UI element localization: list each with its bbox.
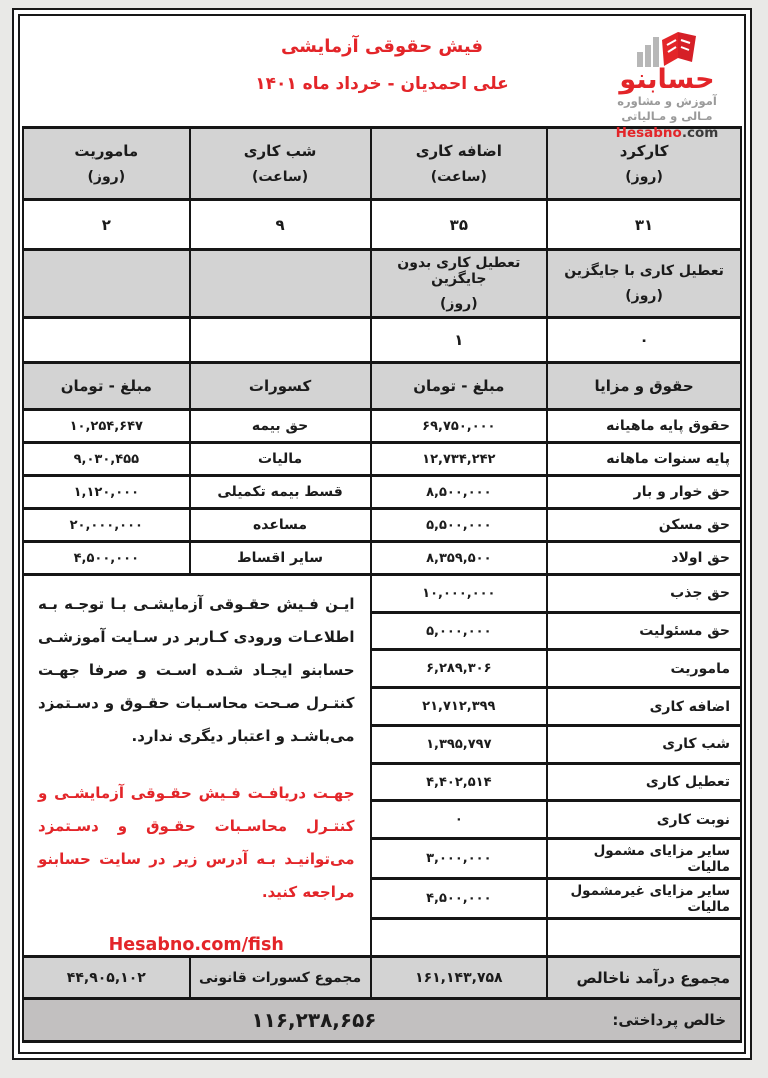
- logo-tagline-2: مـالی و مـالیاتی: [621, 108, 713, 123]
- header-cell-mission: [23, 128, 190, 200]
- benefit-amount: ۵,۰۰۰,۰۰۰: [371, 612, 548, 650]
- benefit-label: پایه سنوات ماهانه: [547, 443, 741, 476]
- holiday-header-row: [23, 250, 741, 318]
- benefit-label: ماموریت: [547, 650, 741, 688]
- benefit-amount: ۴,۴۰۲,۵۱۴: [371, 763, 548, 801]
- benefit-amount: [371, 919, 548, 957]
- benefit-label: سایر مزایای غیرمشمول مالیات: [547, 879, 741, 919]
- header-unit: (روز): [625, 288, 663, 304]
- net-pay-cell: [23, 999, 741, 1042]
- payslip-page: [12, 8, 752, 1060]
- benefit-amount: ۱۲,۷۳۴,۲۴۲: [371, 443, 548, 476]
- benefit-amount: ۸,۵۰۰,۰۰۰: [371, 476, 548, 509]
- hesabno-fish-link[interactable]: Hesabno.com/fish: [108, 935, 284, 955]
- benefit-label: حق خوار و بار: [547, 476, 741, 509]
- value-holiday-with-sub: ۰: [547, 318, 741, 363]
- header-unit: (ساعت): [251, 169, 309, 185]
- deduction-amount: ۱۰,۲۵۴,۶۴۷: [23, 410, 190, 443]
- header-unit: (روز): [440, 296, 478, 312]
- totals-row: [23, 957, 741, 999]
- benefit-label: [547, 919, 741, 957]
- notes-cell: [23, 575, 371, 957]
- benefit-amount: ۸,۳۵۹,۵۰۰: [371, 542, 548, 575]
- header-unit: (ساعت): [430, 169, 487, 185]
- deduction-label: حق بیمه: [190, 410, 371, 443]
- payslip-header: [20, 16, 744, 142]
- logo-tagline-1: آموزش و مشاوره: [617, 94, 717, 109]
- value-holiday-without-sub: ۱: [371, 318, 548, 363]
- page-title: فیش حقوقی آزمایشی: [280, 36, 484, 57]
- deduction-label: سایر اقساط: [190, 542, 371, 575]
- benefit-label: حق جذب: [547, 575, 741, 613]
- header-cell-holiday-with-sub: [547, 250, 741, 318]
- benefit-amount: ۳,۰۰۰,۰۰۰: [371, 839, 548, 879]
- benefit-amount: ۶,۲۸۹,۳۰۶: [371, 650, 548, 688]
- header-title: کارکرد: [619, 142, 669, 160]
- payslip-frame: [18, 14, 746, 1054]
- header-unit: (روز): [87, 169, 126, 185]
- benefit-amount: ۱,۳۹۵,۷۹۷: [371, 725, 548, 763]
- gross-income-label: مجموع درآمد ناخالص: [547, 957, 741, 999]
- header-title: اضافه کاری: [415, 142, 502, 160]
- benefit-label: اضافه کاری: [547, 688, 741, 726]
- header-cell-nightwork: [190, 128, 371, 200]
- hesabno-logo: [604, 24, 730, 142]
- header-deductions: کسورات: [190, 363, 371, 410]
- header-title: تعطیل کاری بدون جایگزین: [397, 255, 521, 287]
- header-cell-empty: [23, 250, 190, 318]
- benefit-amount: ۶۹,۷۵۰,۰۰۰: [371, 410, 548, 443]
- value-nightwork-hours: ۹: [190, 200, 371, 250]
- benefit-amount: ۰: [371, 801, 548, 839]
- table-row: [23, 410, 741, 443]
- header-title: تعطیل کاری با جایگزین: [564, 263, 724, 279]
- logo-site-tld: .com: [681, 125, 719, 142]
- benefit-amount: ۴,۵۰۰,۰۰۰: [371, 879, 548, 919]
- logo-website: [604, 125, 730, 142]
- salary-header-row: [23, 363, 741, 410]
- header-cell-holiday-without-sub: [371, 250, 548, 318]
- gross-income-value: ۱۶۱,۱۴۳,۷۵۸: [371, 957, 548, 999]
- deduction-label: مساعده: [190, 509, 371, 542]
- benefit-amount: ۲۱,۷۱۲,۳۹۹: [371, 688, 548, 726]
- deduction-label: مالیات: [190, 443, 371, 476]
- benefit-label: تعطیل کاری: [547, 763, 741, 801]
- benefit-label: حق مسئولیت: [547, 612, 741, 650]
- header-cell-empty: [190, 250, 371, 318]
- net-pay-row: [23, 999, 741, 1042]
- holiday-values-row: [23, 318, 741, 363]
- deduction-amount: ۱,۱۲۰,۰۰۰: [23, 476, 190, 509]
- payslip-table: [22, 126, 742, 1043]
- header-title: ماموریت: [74, 142, 139, 160]
- benefit-label: حق مسکن: [547, 509, 741, 542]
- header-title: شب کاری: [243, 142, 317, 160]
- legal-deductions-value: ۴۴,۹۰۵,۱۰۲: [23, 957, 190, 999]
- header-unit: (روز): [625, 169, 663, 185]
- deduction-amount: ۴,۵۰۰,۰۰۰: [23, 542, 190, 575]
- legal-deductions-label: مجموع کسورات قانونی: [190, 957, 371, 999]
- table-row: [23, 575, 741, 613]
- net-pay-content: [24, 1000, 740, 1040]
- cta-text: جهـت دریافـت فـیش حقـوقی آزمایشـی و کنتـرل محاسـبات حقـوق و دسـتمزد می‌توانیـد بـه آدرس زیر در سایت حسابنو مراجعه کنید.: [38, 784, 355, 901]
- value-overtime-hours: ۳۵: [371, 200, 548, 250]
- deduction-amount: ۹,۰۳۰,۴۵۵: [23, 443, 190, 476]
- disclaimer-text: ایـن فـیش حقـوقی آزمایشـی بـا توجـه بـه اطلاعـات ورودی کـاربر در سـایت آموزشـی حسابنو ایجـاد شـده اسـت و صرفا جهـت کنتـرل صـحت محاسـبات حقـوق و دسـتمزد می‌باشـد و اعتبار دیگری ندارد.: [38, 595, 355, 745]
- benefit-amount: ۱۰,۰۰۰,۰۰۰: [371, 575, 548, 613]
- empty-cell: [190, 318, 371, 363]
- net-pay-value: ۱۱۶,۲۳۸,۶۵۶: [251, 1008, 377, 1032]
- benefit-label: حق اولاد: [547, 542, 741, 575]
- deduction-label: قسط بیمه تکمیلی: [190, 476, 371, 509]
- value-karkard: ۳۱: [547, 200, 741, 250]
- table-row: [23, 443, 741, 476]
- table-row: [23, 476, 741, 509]
- empty-cell: [23, 318, 190, 363]
- deduction-amount: ۲۰,۰۰۰,۰۰۰: [23, 509, 190, 542]
- header-deductions-amount: مبلغ - تومان: [23, 363, 190, 410]
- benefit-label: شب کاری: [547, 725, 741, 763]
- table-row: [23, 509, 741, 542]
- worktime-values-row: [23, 200, 741, 250]
- benefit-amount: ۵,۵۰۰,۰۰۰: [371, 509, 548, 542]
- header-cell-overtime: [371, 128, 548, 200]
- benefit-label: سایر مزایای مشمول مالیات: [547, 839, 741, 879]
- header-benefits: حقوق و مزایا: [547, 363, 741, 410]
- employee-period-subtitle: علی احمدیان - خرداد ماه ۱۴۰۱: [255, 74, 509, 94]
- logo-site-name: Hesabno: [615, 125, 682, 142]
- benefit-label: حقوق پایه ماهیانه: [547, 410, 741, 443]
- value-mission-days: ۲: [23, 200, 190, 250]
- header-benefits-amount: مبلغ - تومان: [371, 363, 548, 410]
- brand-wordmark: حسابنو: [619, 64, 715, 95]
- table-row: [23, 542, 741, 575]
- net-pay-label: خالص پرداختی:: [612, 1011, 726, 1029]
- benefit-label: نوبت کاری: [547, 801, 741, 839]
